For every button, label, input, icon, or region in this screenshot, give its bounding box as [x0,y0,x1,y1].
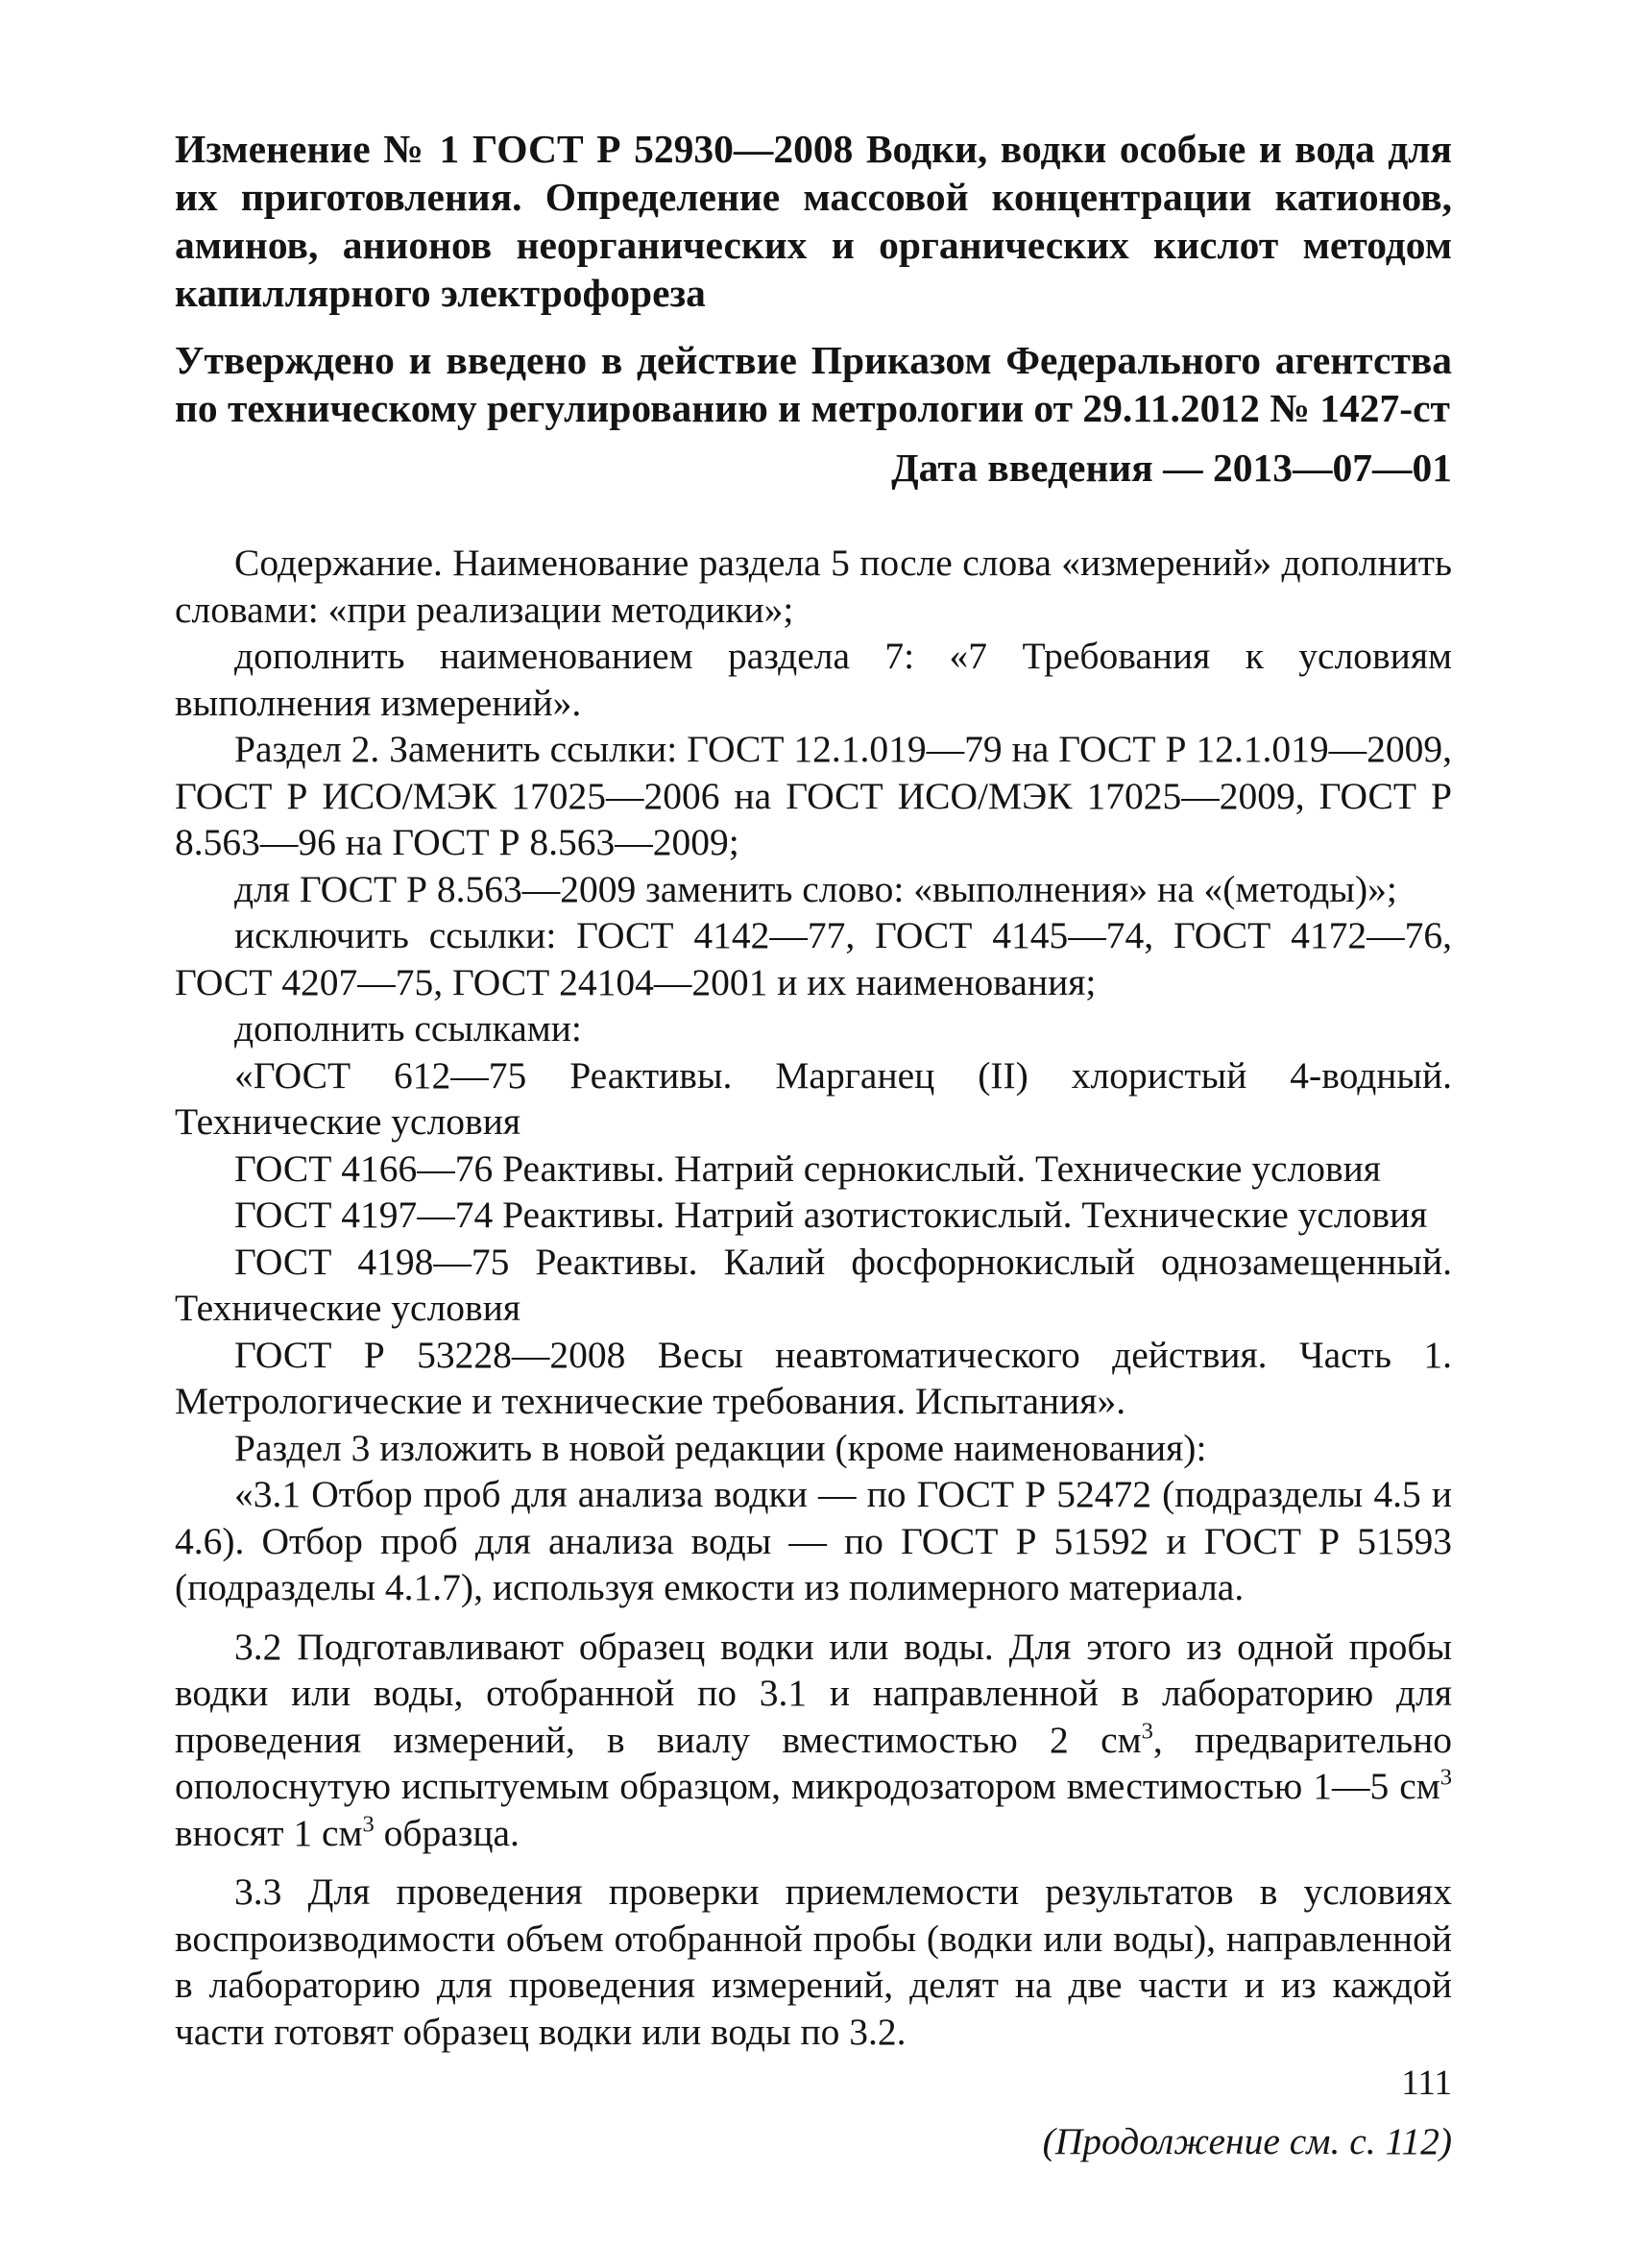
paragraph-ref-gost-4197: ГОСТ 4197—74 Реактивы. Натрий азотистокислый. Технические условия [234,1194,1428,1236]
document-body [175,540,1452,2164]
paragraph-ref-gost-612: «ГОСТ 612—75 Реактивы. Марганец (II) хлористый 4-водный. Технические условия [175,1053,1452,1143]
paragraph-gost-8563: для ГОСТ Р 8.563—2009 заменить слово: «выполнения» на «(методы)»; [234,867,1397,910]
paragraph-3-2-part-a: 3.2 Подготавливают образец водки или воды. Для этого из одной пробы водки или воды, отобранной по 3.1 и направленной в лабораторию для проведения измерений, в виалу вместимостью 2 см [175,1625,1452,1761]
document-page [175,125,1452,2164]
superscript-3: 3 [1141,1717,1153,1744]
paragraph-3-2-part-c: вносят 1 см [175,1811,363,1854]
superscript-3: 3 [362,1810,375,1837]
paragraph-3-3: 3.3 Для проведения проверки приемлемости результатов в условиях воспроизводимости объем отобранной пробы (водки или воды), направленной в лабораторию для проведения измерений, делят на две части и из каждой части готовят образец водки или воды по 3.2. [175,1870,1452,2053]
paragraph-contents: Содержание. Наименование раздела 5 после слова «измерений» дополнить словами: «при реализации методики»; [175,542,1452,631]
paragraph-section2-replace: Раздел 2. Заменить ссылки: ГОСТ 12.1.019—79 на ГОСТ Р 12.1.019—2009, ГОСТ Р ИСО/МЭК 17025—2006 на ГОСТ ИСО/МЭК 17025—2009, ГОСТ Р 8.563—96 на ГОСТ Р 8.563—2009; [175,728,1452,863]
paragraph-3-2-part-d: образца. [374,1811,520,1854]
paragraph-section7-title: дополнить наименованием раздела 7: «7 Требования к условиям выполнения измерений». [175,635,1452,724]
paragraph-exclude-refs: исключить ссылки: ГОСТ 4142—77, ГОСТ 4145—74, ГОСТ 4172—76, ГОСТ 4207—75, ГОСТ 24104—2001 и их наименования; [175,914,1452,1003]
paragraph-ref-gost-4198: ГОСТ 4198—75 Реактивы. Калий фосфорнокислый однозамещенный. Технические условия [175,1240,1452,1329]
introduction-date: Дата введения — 2013—07—01 [891,446,1452,490]
approval-statement: Утверждено и введено в действие Приказом Федерального агентства по техническому регулированию и метрологии от 29.11.2012 № 1427-ст [175,338,1452,430]
superscript-3: 3 [1439,1764,1452,1791]
paragraph-3-1: «3.1 Отбор проб для анализа водки — по ГОСТ Р 52472 (подразделы 4.5 и 4.6). Отбор проб для анализа воды — по ГОСТ Р 51592 и ГОСТ Р 51593 (подразделы 4.1.7), используя емкости из полимерного материала. [175,1473,1452,1608]
paragraph-3-2-part-b: , предварительно ополоснутую испытуемым образцом, микродозатором вместимостью 1—5 см [175,1718,1452,1807]
paragraph-ref-gost-53228: ГОСТ Р 53228—2008 Весы неавтоматического действия. Часть 1. Метрологические и технические требования. Испытания». [175,1333,1452,1422]
continuation-note: (Продолжение см. с. 112) [1042,2120,1452,2162]
paragraph-section3-intro: Раздел 3 изложить в новой редакции (кроме наименования): [234,1426,1207,1469]
document-title: Изменение № 1 ГОСТ Р 52930—2008 Водки, водки особые и вода для их приготовления. Определение массовой концентрации катионов, аминов, анионов неорганических и органических кислот методом капиллярного электрофореза [175,127,1452,315]
paragraph-add-refs: дополнить ссылками: [234,1007,582,1050]
paragraph-3-2 [175,1624,1452,1857]
page-number: 111 [1401,2063,1452,2103]
paragraph-ref-gost-4166: ГОСТ 4166—76 Реактивы. Натрий сернокислый. Технические условия [234,1146,1381,1190]
